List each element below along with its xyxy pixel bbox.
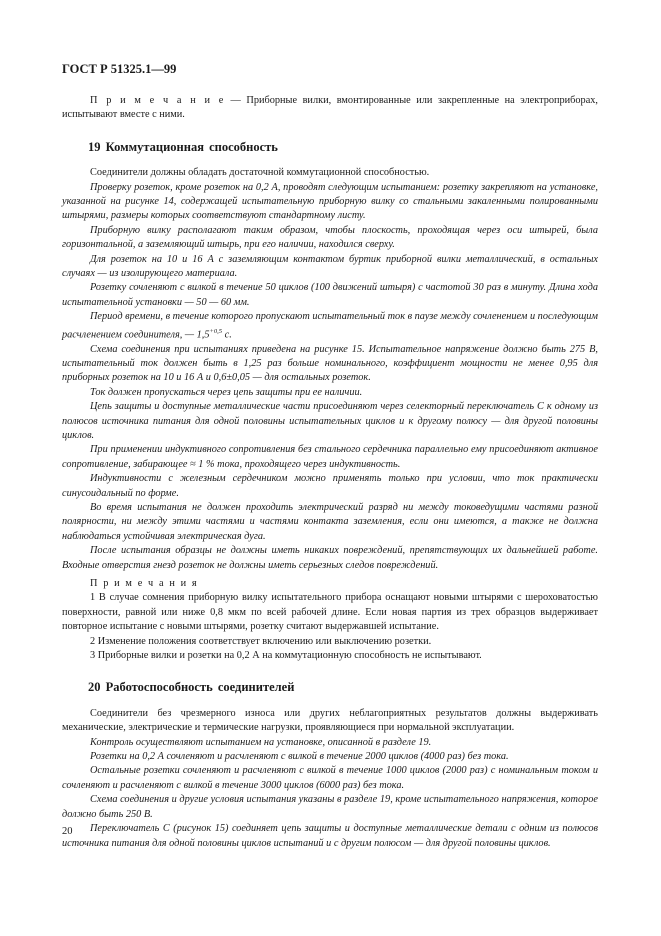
section-20-paragraph: Переключатель С (рисунок 15) соединяет цепь защиты и доступные металлические детали с одним из полюсов источника питания для одной половины циклов испытаний и с другим полюсом — для другой половины циклов. <box>62 823 598 849</box>
section-20-paragraph: Контроль осуществляют испытанием на установке, описанной в разделе 19. <box>90 736 432 748</box>
standard-code: ГОСТ Р 51325.1—99 <box>62 62 177 76</box>
period-tolerance: +0,5 <box>209 327 223 335</box>
intro-note <box>62 94 598 123</box>
period-paragraph <box>62 310 598 342</box>
section-19-paragraph: Цепь защиты и доступные металлические части присоединяют через селекторный переключатель С к одному из полюсов источника питания для одной половины испытательных циклов и к другому полюсу — для другой половины циклов. <box>62 401 598 441</box>
section-19-title: 19 Коммутационная способность <box>88 139 278 154</box>
intro-note-label: П р и м е ч а н и е <box>90 95 225 106</box>
section-20-paragraph: Схема соединения и другие условия испытания указаны в разделе 19, кроме испытательного напряжения, которое должно быть 250 В. <box>62 794 598 820</box>
note-item: 2 Изменение положения соответствует включению или выключению розетки. <box>90 635 432 647</box>
section-19-paragraph: При применении индуктивного сопротивления без стального сердечника параллельно ему присоединяют активное сопротивление, забирающее ≈ 1 % тока, проходящего через индуктивность. <box>62 444 598 470</box>
section-19-paragraph: Приборную вилку располагают таким образом, чтобы плоскость, проходящая через оси штырей, была горизонтальной, а заземляющий штырь, при его наличии, находился сверху. <box>62 224 598 251</box>
section-20-paragraph: Остальные розетки сочленяют и расчленяют с вилкой в течение 1000 циклов (2000 раз) с номинальным током и сочленяют и расчленяют с вилкой в течение 3000 циклов (6000 раз) без тока. <box>62 765 598 791</box>
period-unit: с. <box>222 329 232 341</box>
period-text: Период времени, в течение которого пропускают испытательный ток в паузе между сочленением и последующим расчленением соединителя, — 1,5 <box>62 311 598 341</box>
section-19-lead: Соединители должны обладать достаточной коммутационной способностью. <box>90 167 430 179</box>
section-19-paragraph: Схема соединения при испытаниях приведена на рисунке 15. Испытательное напряжение должно быть 275 В, испытательный ток должен быть в 1,25 раз больше номинального, коэффициент мощности не менее 0,95 для приборных розеток на 10 и 16 А и 0,6±0,05 — для остальных розеток. <box>62 343 598 384</box>
intro-note-text: — Приборные вилки, вмонтированные или закрепленные на электроприборах, испытывают вместе с ними. <box>62 95 598 121</box>
note-item: 1 В случае сомнения приборную вилку испытательного прибора оснащают новыми штырями с шероховатостью поверхности, равной или ниже 0,8 мкм по всей рабочей длине. Если новая партия из трех образцов выдерживает повторное испытание с новыми штырями, розетку считают выдержавшей испытание. <box>62 592 598 633</box>
section-19-paragraph: Для розеток на 10 и 16 А с заземляющим контактом буртик приборной вилки металлический, в остальных случаях — из изолирующего материала. <box>62 253 598 280</box>
section-19-paragraph: Индуктивности с железным сердечником можно применять только при условии, что ток практически синусоидальный по форме. <box>62 473 598 499</box>
notes-label: П р и м е ч а н и я <box>90 578 199 590</box>
section-20-title: 20 Работоспособность соединителей <box>88 680 295 695</box>
section-19-paragraph: Во время испытания не должен проходить электрический разряд ни между токоведущими частями разной полярности, ни между этими частями и частями контакта заземления, если они имеются, а также не должна наблюдаться устойчивая электрическая дуга. <box>62 501 598 542</box>
section-20-lead: Соединители без чрезмерного износа или других неблагоприятных результатов должны выдерживать механические, электрические и термические нагрузки, проявляющиеся при нормальной эксплуатации. <box>62 707 598 734</box>
section-19-paragraph: Розетку сочленяют с вилкой в течение 50 циклов (100 движений штыря) с частотой 30 раз в минуту. Длина хода испытательной установки — 50 — 60 мм. <box>62 282 598 308</box>
note-item: 3 Приборные вилки и розетки на 0,2 А на коммутационную способность не испытывают. <box>90 650 482 662</box>
section-20-paragraph: Розетки на 0,2 А сочленяют и расчленяют с вилкой в течение 2000 циклов (4000 раз) без тока. <box>90 751 509 763</box>
section-19-paragraph: Проверку розеток, кроме розеток на 0,2 А, проводят следующим испытанием: розетку закрепляют на установке, указанной на рисунке 14, содержащей испытательную приборную вилку со стальными закаленными полированными штырями, размеры которых соответствуют стандартному листу. <box>62 181 598 222</box>
section-19-paragraph: Ток должен пропускаться через цепь защиты при ее наличии. <box>90 386 363 398</box>
page-content <box>62 94 598 851</box>
page-number: 20 <box>62 826 73 837</box>
section-19-paragraph: После испытания образцы не должны иметь никаких повреждений, препятствующих их дальнейшей работе. Входные отверстия гнезд розеток не должны иметь серьезных следов повреждений. <box>62 545 598 571</box>
